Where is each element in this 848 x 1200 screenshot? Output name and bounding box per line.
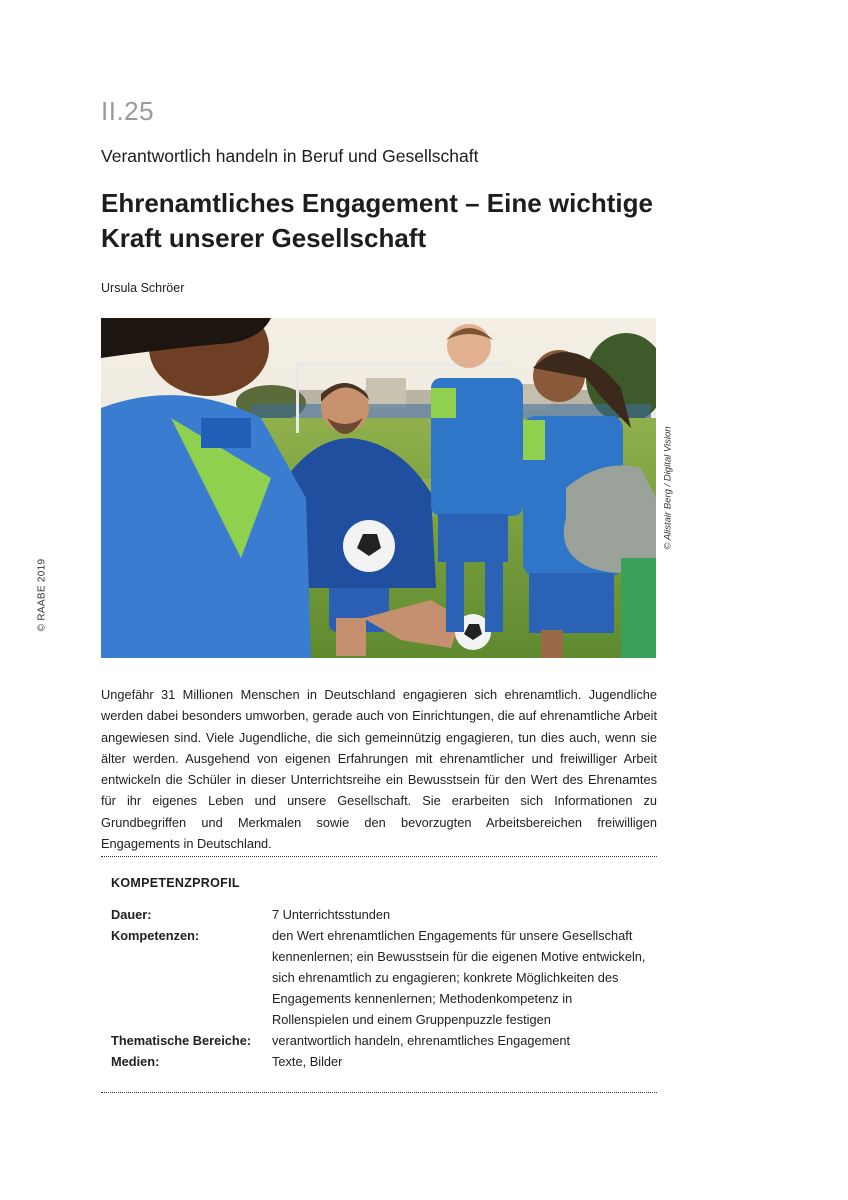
kp-row-medien — [111, 1051, 651, 1072]
kp-value: 7 Unterrichtsstunden — [272, 907, 391, 922]
kp-value: verantwortlich handeln, ehrenamtliches Engagement — [272, 1033, 571, 1048]
kompetenzprofil-table — [111, 904, 651, 1072]
copyright-text: © RAABE 2019 — [36, 558, 48, 632]
kp-label: Medien: — [111, 1054, 160, 1069]
kp-row-thematische-bereiche — [111, 1030, 651, 1051]
section-number: II.25 — [101, 96, 155, 126]
copyright-note — [30, 550, 54, 640]
kp-row-dauer — [111, 904, 651, 925]
kp-label: Dauer: — [111, 907, 152, 922]
kp-label: Thematische Bereiche: — [111, 1033, 252, 1048]
kp-value: Texte, Bilder — [272, 1054, 343, 1069]
kp-label: Kompetenzen: — [111, 928, 200, 943]
cover-photo — [101, 318, 656, 658]
series-title: Verantwortlich handeln in Beruf und Gesellschaft — [101, 146, 479, 166]
photo-credit — [659, 318, 677, 658]
divider-top — [101, 856, 657, 857]
page-title: Ehrenamtliches Engagement – Eine wichtige Kraft unserer Gesellschaft — [101, 188, 653, 253]
kompetenzprofil-heading: KOMPETENZPROFIL — [111, 876, 240, 890]
intro-paragraph: Ungefähr 31 Millionen Menschen in Deutschland engagieren sich ehrenamtlich. Jugendliche werden dabei besonders umworben, gerade auch von Einrichtungen, die auf ehrenamtliche Arbeit angewiesen sind. Viele Jugendliche, die sich gemeinnützig engagieren, tun dies auch, wenn sie älter werden. Ausgehend von eigenen Erfahrungen mit ehrenamtlicher und freiwilliger Arbeit entwickeln die Schüler in dieser Unterrichtsreihe ein Bewusstsein für den Wert des Ehrenamtes für ihr eigenes Leben und unsere Gesellschaft. Sie erarbeiten sich Informationen zu Grundbegriffen und Merkmalen sowie den bevorzugten Arbeitsbereichen freiwilligen Engagements in Deutschland. — [101, 687, 657, 852]
kp-row-kompetenzen — [111, 925, 651, 1030]
divider-bottom — [101, 1092, 657, 1093]
author-name: Ursula Schröer — [101, 281, 185, 295]
kp-value: den Wert ehrenamtlichen Engagements für unsere Gesellschaft kennenlernen; ein Bewusstsein für die eigenen Motive entwickeln, sich ehrenamtlich zu engagieren; konkrete Möglichkeiten des Engagements kennenlernen; Methodenkompetenz in Rollenspielen und einem Gruppenpuzzle festigen — [272, 928, 646, 1027]
photo-credit-text: © Alistair Berg / Digital Vision — [662, 426, 674, 550]
football-team-photo — [101, 318, 656, 658]
